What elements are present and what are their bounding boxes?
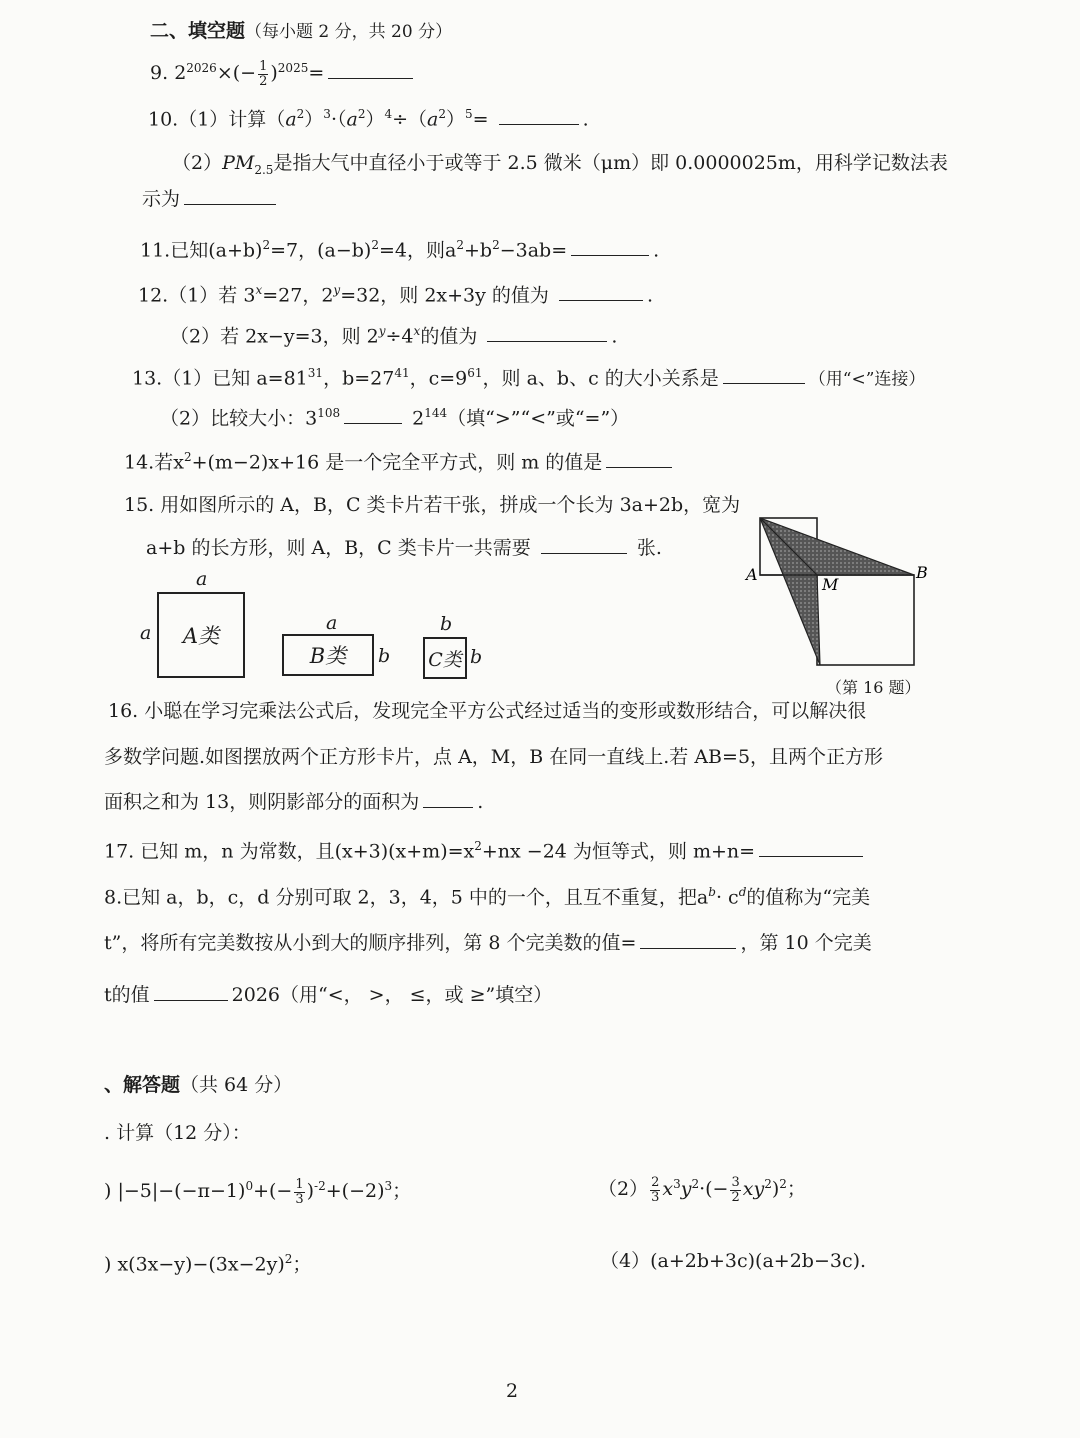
question-13-part2: （2）比较大小：$3^{108}$ $2^{144}$（填“>”“<”或“=”） (160, 406, 630, 430)
question-16-line2: 多数学问题.如图摆放两个正方形卡片，点 A，M，B 在同一直线上.若 AB=5，且两个正方形 (104, 746, 884, 768)
point-m-label: M (822, 575, 839, 594)
question-17: 17. 已知 m，n 为常数，且$(x+3)(x+m)=x^2+nx -24$ 为恒等式，则 m+n= (104, 839, 867, 863)
question-19-title: . 计算（12 分）： (104, 1122, 251, 1144)
figure-16 (740, 510, 940, 700)
q14-answer-blank[interactable] (606, 466, 672, 468)
q10-answer-blank[interactable] (499, 123, 579, 125)
question-12-part1: 12.（1）若 $3^x=27$，$2^y=32$，则 2x+3y 的值为 . (138, 283, 654, 307)
q9-mid: ×(− (216, 62, 257, 85)
q9-answer-blank[interactable] (328, 77, 413, 79)
calc-2: （2） $\frac{2}{3}$ $x^3y^2\cdot(-$ $\frac{3}{2}$ $xy^2)^2$； (598, 1175, 806, 1205)
question-16-line1: 16. 小聪在学习完乘法公式后，发现完全平方公式经过适当的变形或数形结合，可以解决很 (108, 700, 867, 722)
card-a-side-label: a (140, 622, 152, 644)
card-b-side-label: b (378, 645, 391, 667)
question-13-part1: 13.（1）已知 $a=81^{31}$，$b=27^{41}$，$c=9^{61}$，则 a、b、c 的大小关系是 （用“<”连接） (132, 366, 926, 390)
q9-fraction: $\frac{1}{2}$ (259, 59, 268, 89)
calc-3: ) $x(3x-y)-(3x-2y)^2$； (104, 1252, 312, 1276)
q10-part2-blank[interactable] (184, 203, 276, 205)
question-18-line3: t的值 2026（用“<， >， ≤，或 ≥”填空） (104, 984, 553, 1006)
calc-1: ) $|-5|-(-\pi-1)^0+(-$ $\frac{1}{3}$ )$^{-2}+(-2)^3$； (104, 1177, 412, 1207)
card-c-side-label: b (470, 646, 483, 668)
question-10-part2-cont: 示为 (142, 188, 280, 211)
card-a-top-label: a (196, 568, 208, 590)
q10-number: 10.（1）计算（ (148, 108, 286, 131)
q12-part1-blank[interactable] (559, 299, 643, 301)
q16-answer-blank[interactable] (423, 806, 473, 808)
section-3-title: 、解答题 (104, 1074, 181, 1096)
q18-blank-1[interactable] (640, 947, 736, 949)
section-2-note: （每小题 2 分，共 20 分） (245, 22, 453, 42)
q17-answer-blank[interactable] (759, 855, 863, 857)
q11-answer-blank[interactable] (571, 254, 649, 256)
section-3-heading (104, 1074, 292, 1097)
question-18-line1: 8.已知 a，b，c，d 分别可取 2，3，4，5 中的一个，且互不重复，把$a^b\cdot c^d$的值称为“完美 (104, 885, 871, 909)
q9-base: 2 (174, 62, 187, 85)
q12-part2-blank[interactable] (487, 340, 607, 342)
question-12-part2: （2）若 2x−y=3，则 $2^y\div 4^x$的值为 . (170, 324, 618, 348)
q9-number: 9. (150, 62, 169, 85)
q9-exp-a: 2026 (186, 60, 217, 75)
question-15-line2: a+b 的长方形，则 A，B，C 类卡片一共需要 张. (146, 537, 662, 559)
q9-paren: ) (270, 62, 278, 85)
section-2-title: 二、填空题 (150, 20, 246, 42)
q13-part1-blank[interactable] (723, 382, 805, 384)
question-16-line3: 面积之和为 13，则阴影部分的面积为 . (104, 791, 484, 813)
q15-answer-blank[interactable] (541, 552, 627, 554)
pm-label: PM (222, 152, 255, 174)
q9-exp-b: 2025 (277, 60, 309, 75)
q9-equals: = (308, 62, 325, 85)
question-15-line1: 15. 用如图所示的 A，B，C 类卡片若干张，拼成一个长为 3a+2b，宽为 (124, 494, 741, 516)
calc-4: （4）(a+2b+3c)(a+2b−3c). (600, 1250, 867, 1272)
question-10-part2: $(2)PM_{2.5}$是指大气中直径小于或等于 2.5 微米（μm）即 0.0000025m，用科学记数法表 (172, 152, 948, 177)
card-b: B类 (282, 634, 374, 676)
question-11: 11.已知$(a+b)^2=7$，$(a-b)^2=4$，则$a^2+b^2-3ab=$ . (140, 238, 660, 262)
card-b-top-label: a (326, 612, 338, 634)
question-9 (150, 60, 417, 88)
question-10-part1: 10.（1）计算$(a^2)^3\cdot(a^2)^4\div(a^2)^5=$ . (148, 107, 589, 131)
card-c-top-label: b (440, 613, 453, 635)
point-b-label: B (916, 563, 928, 582)
card-c: C类 (423, 637, 467, 679)
q10-part2-text: 是指大气中直径小于或等于 2.5 微米（μm）即 0.0000025m，用科学记数法表 (273, 152, 948, 174)
question-18-line2: t”，将所有完美数按从小到大的顺序排列，第 8 个完美数的值= ，第 10 个完美 (104, 932, 872, 954)
page-number: 2 (506, 1380, 519, 1402)
question-14: 14.若$x^2+(m-2)x+16$ 是一个完全平方式，则 m 的值是 (124, 450, 676, 474)
card-a: A类 (157, 592, 245, 678)
section-3-note: （共 64 分） (180, 1074, 293, 1096)
q13-part2-blank[interactable] (344, 422, 402, 424)
section-2-heading (150, 20, 452, 43)
q18-blank-2[interactable] (154, 999, 228, 1001)
point-a-label: A (746, 565, 758, 584)
figure-16-caption: （第 16 题） (826, 678, 921, 697)
